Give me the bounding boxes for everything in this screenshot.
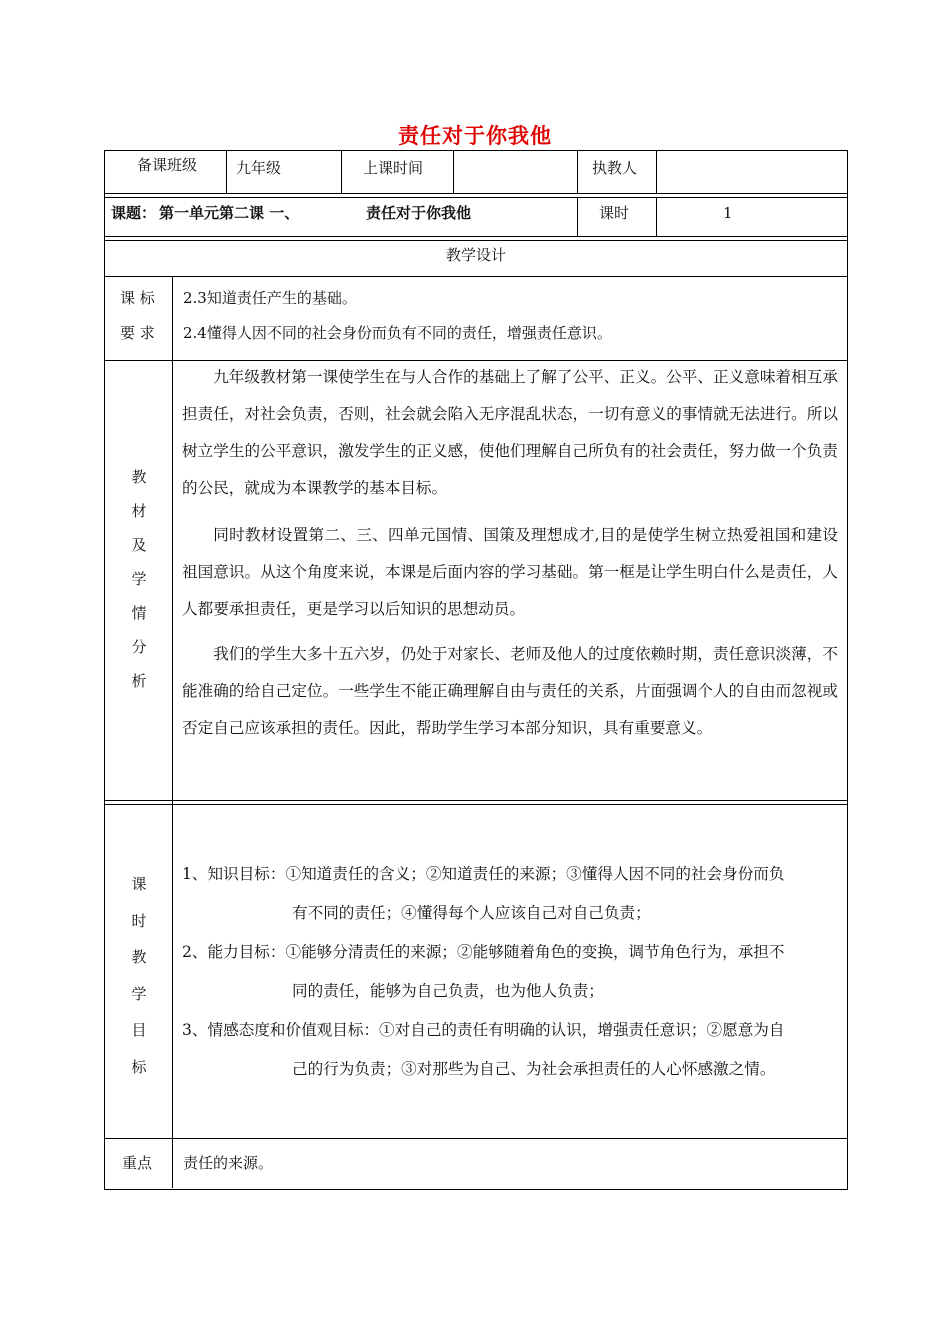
analysis-label-char: 及	[131, 536, 147, 554]
analysis-paragraph: 同时教材设置第二、三、四单元国情、国策及理想成才,目的是使学生树立热爱祖国和建设祖国意识。从这个角度来说，本课是后面内容的学习基础。第一框是让学生明白什么是责任，人人都要承担责任，更是学习以后知识的思想动员。	[182, 526, 838, 618]
topic-name: 责任对于你我他	[366, 204, 472, 222]
col-divider	[656, 197, 657, 237]
row-divider	[104, 240, 848, 241]
teacher-label: 执教人	[592, 159, 638, 177]
time-label: 上课时间	[363, 159, 424, 177]
objective-line: 有不同的责任；④懂得每个人应该自己对自己负责；	[292, 904, 651, 922]
row-divider	[104, 804, 848, 805]
topic-unit: 第一单元第二课 一、	[159, 204, 300, 222]
objective-line: 己的行为负责；③对那些为自己、为社会承担责任的人心怀感激之情。	[292, 1060, 776, 1078]
objectives-label-char: 课	[131, 875, 147, 893]
analysis-label-char: 材	[131, 502, 147, 520]
standards-label-line1: 课 标	[120, 289, 155, 307]
standards-item: 2.3知道责任产生的基础。	[183, 289, 357, 307]
class-label: 备课班级	[137, 156, 198, 174]
row-divider	[104, 1138, 848, 1139]
objectives-label-char: 标	[131, 1057, 147, 1076]
row-divider	[104, 193, 848, 194]
objective-line: 2、能力目标：①能够分清责任的来源；②能够随着角色的变换，调节角色行为，承担不	[182, 943, 785, 961]
analysis-label-char: 学	[131, 570, 147, 588]
col-divider	[172, 276, 173, 1188]
standards-label-line2: 要 求	[120, 324, 155, 342]
class-value: 九年级	[236, 159, 282, 177]
analysis-label-char: 教	[131, 468, 147, 486]
row-divider	[104, 236, 848, 237]
objective-line: 1、知识目标：①知道责任的含义；②知道责任的来源；③懂得人因不同的社会身份而负	[182, 865, 785, 883]
analysis-label-char: 析	[131, 672, 147, 690]
col-divider	[656, 150, 657, 194]
key-point-label: 重点	[122, 1154, 153, 1172]
col-divider	[577, 197, 578, 237]
standards-item: 2.4懂得人因不同的社会身份而负有不同的责任，增强责任意识。	[183, 324, 612, 342]
objective-line: 3、情感态度和价值观目标：①对自己的责任有明确的认识，增强责任意识；②愿意为自	[182, 1021, 785, 1039]
key-point-value: 责任的来源。	[183, 1154, 274, 1172]
objectives-label-char: 目	[131, 1021, 147, 1039]
objectives-label-char: 时	[131, 911, 147, 930]
row-divider	[104, 800, 848, 801]
topic-prefix: 课题：	[111, 204, 157, 222]
design-heading: 教学设计	[445, 246, 506, 264]
document-title: 责任对于你我他	[398, 123, 552, 148]
objectives-label	[106, 866, 172, 1085]
col-divider	[453, 150, 454, 194]
col-divider	[341, 150, 342, 194]
row-divider	[104, 197, 848, 198]
analysis-label-char: 分	[131, 638, 147, 656]
col-divider	[577, 150, 578, 194]
analysis-paragraph: 九年级教材第一课使学生在与人合作的基础上了解了公平、正义。公平、正义意味着相互承担责任，对社会负责，否则，社会就会陷入无序混乱状态，一切有意义的事情就无法进行。所以树立学生的公平意识，激发学生的正义感，使他们理解自己所负有的社会责任，努力做一个负责的公民，就成为本课教学的基本目标。	[182, 368, 838, 497]
objective-line: 同的责任，能够为自己负责，也为他人负责；	[292, 982, 604, 1000]
objectives-label-char: 学	[131, 984, 147, 1003]
col-divider	[226, 150, 227, 194]
hours-label: 课时	[599, 204, 630, 222]
hours-value: 1	[723, 204, 733, 222]
row-divider	[104, 276, 848, 277]
analysis-label-char: 情	[131, 604, 147, 622]
analysis-paragraph: 我们的学生大多十五六岁，仍处于对家长、老师及他人的过度依赖时期，责任意识淡薄，不能准确的给自己定位。一些学生不能正确理解自由与责任的关系，片面强调个人的自由而忽视或否定自己应该承担的责任。因此，帮助学生学习本部分知识，具有重要意义。	[182, 645, 838, 737]
objectives-label-char: 教	[131, 948, 147, 966]
analysis-label	[106, 460, 172, 698]
